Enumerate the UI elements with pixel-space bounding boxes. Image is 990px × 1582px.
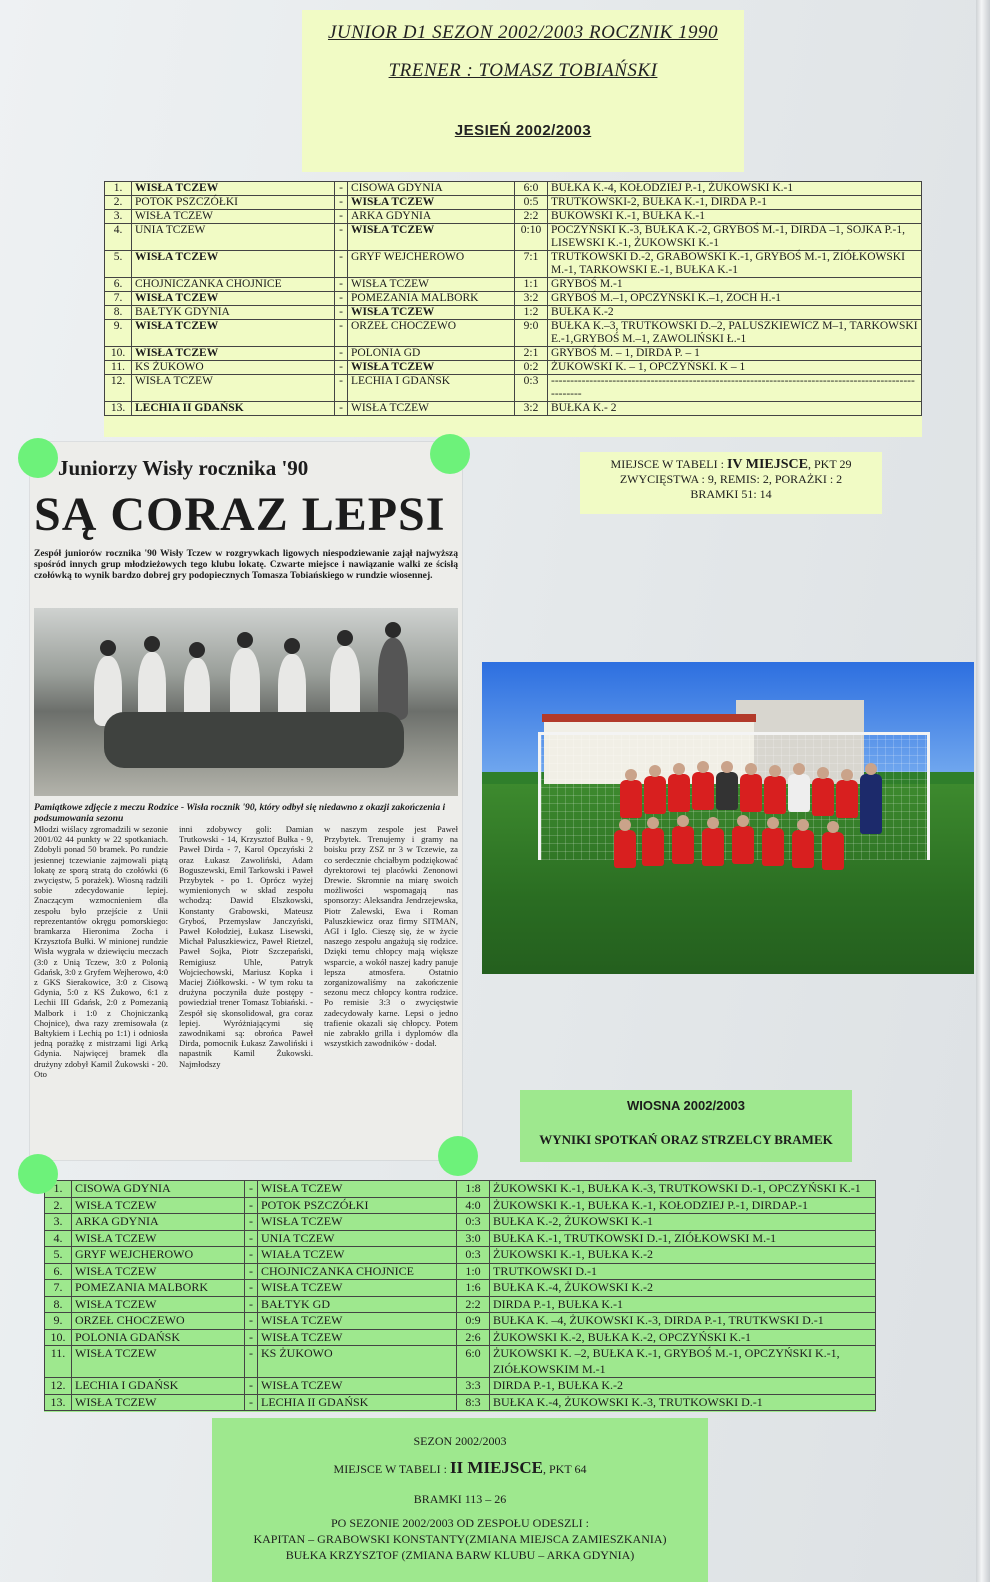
spring-away-team: WISŁA TCZEW bbox=[258, 1313, 457, 1330]
spring-home-team: WISŁA TCZEW bbox=[72, 1263, 245, 1280]
autumn-away-team: WISŁA TCZEW bbox=[348, 361, 515, 375]
spring-home-team: WISŁA TCZEW bbox=[72, 1296, 245, 1313]
autumn-match-number: 3. bbox=[105, 210, 132, 224]
spring-match-number: 11. bbox=[45, 1346, 72, 1378]
autumn-away-team: LECHIA I GDAŃSK bbox=[348, 375, 515, 402]
autumn-away-team: POMEZANIA MALBORK bbox=[348, 292, 515, 306]
spring-home-team: WISŁA TCZEW bbox=[72, 1197, 245, 1214]
autumn-scorers: BUŁKA K.-2 bbox=[548, 306, 922, 320]
spring-dash: - bbox=[245, 1247, 258, 1264]
autumn-row bbox=[105, 182, 922, 196]
spring-score: 0:3 bbox=[457, 1214, 490, 1231]
spring-match-number: 13. bbox=[45, 1394, 72, 1411]
spring-row bbox=[45, 1296, 876, 1313]
spring-row bbox=[45, 1181, 876, 1198]
spring-results-card bbox=[44, 1180, 876, 1412]
spring-score: 1:8 bbox=[457, 1181, 490, 1198]
autumn-score: 1:1 bbox=[515, 278, 548, 292]
season-place-label: MIEJSCE W TABELI : bbox=[333, 1462, 447, 1476]
autumn-score: 0:2 bbox=[515, 361, 548, 375]
autumn-scorers: ŻUKOWSKI K. – 1, OPCZYŃSKI. K – 1 bbox=[548, 361, 922, 375]
autumn-away-team: WISŁA TCZEW bbox=[348, 224, 515, 251]
autumn-match-number: 13. bbox=[105, 402, 132, 416]
spring-subtitle: WYNIKI SPOTKAŃ ORAZ STRZELCY BRAMEK bbox=[539, 1132, 833, 1147]
autumn-dash: - bbox=[335, 251, 348, 278]
spring-dash: - bbox=[245, 1378, 258, 1395]
autumn-dash: - bbox=[335, 210, 348, 224]
autumn-home-team: LECHIA II GDAŃSK bbox=[132, 402, 335, 416]
spring-match-number: 9. bbox=[45, 1313, 72, 1330]
spring-scorers: BUŁKA K.-1, TRUTKOWSKI D.-1, ZIÓŁKOWSKI M.-1 bbox=[490, 1230, 876, 1247]
article-lead: Zespół juniorów rocznika '90 Wisły Tczew w rozgrywkach ligowych niespodziewanie zajął najwyższą spośród innych grup młodzieżowych tego klubu lokatę. Czwarte miejsce i nawiązanie walki ze ścisłą czołówką to wynik bardzo dobrej gry podopiecznych Tomasza Tobiańskiego w rundzie wiosennej. bbox=[34, 548, 458, 581]
spring-scorers: DIRDA P.-1, BUŁKA K.-1 bbox=[490, 1296, 876, 1313]
spring-score: 2:6 bbox=[457, 1329, 490, 1346]
article-column-2: inni zdobywcy goli: Damian Trutkowski - 14, Krzysztof Bułka - 9, Paweł Dirda - 7, Karol Opczyński 2 oraz Łukasz Zawoliński, Adam Boguszewski, Emil Tarkowski i Paweł Przybytek - po 1. Oprócz wyżej wymienionych w skład zespołu wchodzą: Dawid Elszkowski, Konstanty Grabowski, Mateusz Gryboś, Przemysław Janczyński, Paweł Kołodziej, Łukasz Lisewski, Michał Paluszkiewicz, Paweł Rietzel, Paweł Sojka, Piotr Szczepański, Remigiusz Uhle, Patryk Wojciechowski, Mariusz Kopka i Maciej Ziółkowski. - W tym roku ta drużyna poczyniła duże postępy - powiedział trener Tomasz Tobiański. - Zespół się skonsolidował, gra coraz lepiej. Wyróżniającymi się zawodnikami są: obrońca Paweł Dirda, pomocnik Łukasz Zawoliński i napastnik Kamil Żukowski. Najmłodszy bbox=[179, 824, 313, 1069]
autumn-row bbox=[105, 210, 922, 224]
article-column-3: w naszym zespole jest Paweł Przybytek. Trenujemy i gramy na boisku przy ZSZ nr 3 w Tczewie, za co serdecznie chciałbym podziękować dyrektorowi tej placówki Zenonowi Drewie. Skromnie na miarę swoich możliwości wspomagają nas sponsorzy: Aleksandra Jendrzejewska, Piotr Zalewski, Ewa i Roman Paluszkiewicz oraz firmy SITMAN, AGI i Iglo. Cieszę się, że w życie naszego zespołu angażują się rodzice. Dzięki temu chłopcy mają większe wsparcie, a wokół naszej kadry panuje lepsza atmosfera. Ostatnio zorganizowaliśmy na zakończenie sezonu mecz chłopcy kontra rodzice. Po remisie 3:3 o zwycięstwie zadecydowały karne. Lepsi o jedno trafienie okazali się chłopcy. Potem nie zabrakło grilla i dyplomów dla wszystkich zawodników - dodał. bbox=[324, 824, 458, 1049]
autumn-score: 3:2 bbox=[515, 292, 548, 306]
photo-caption: Pamiątkowe zdjęcie z meczu Rodzice - Wisła rocznik '90, który odbył się niedawno z okazji zakończenia i podsumowania sezonu bbox=[34, 802, 446, 824]
autumn-scorers: POCZYŃSKI K.-3, BUŁKA K.-2, GRYBOŚ M.-1, DIRDA –1, SOJKA P.-1, LISEWSKI K.-1, ŻUKOWSKI K.-1 bbox=[548, 224, 922, 251]
spring-match-number: 8. bbox=[45, 1296, 72, 1313]
spring-score: 0:3 bbox=[457, 1247, 490, 1264]
autumn-dash: - bbox=[335, 278, 348, 292]
spring-scorers: ŻUKOWSKI K.-2, BUŁKA K.-2, OPCZYŃSKI K.-1 bbox=[490, 1329, 876, 1346]
spring-away-team: POTOK PSZCZÓŁKI bbox=[258, 1197, 457, 1214]
spring-scorers: ŻUKOWSKI K. –2, BUŁKA K.-1, GRYBOŚ M.-1, OPCZYŃSKI K.-1, ZIÓŁKOWSKIM M.-1 bbox=[490, 1346, 876, 1378]
autumn-dash: - bbox=[335, 402, 348, 416]
spring-home-team: POLONIA GDAŃSK bbox=[72, 1329, 245, 1346]
adhesive-dot bbox=[438, 1136, 478, 1176]
spring-away-team: UNIA TCZEW bbox=[258, 1230, 457, 1247]
spring-away-team: WISŁA TCZEW bbox=[258, 1181, 457, 1198]
spring-row bbox=[45, 1394, 876, 1411]
autumn-home-team: BAŁTYK GDYNIA bbox=[132, 306, 335, 320]
spring-dash: - bbox=[245, 1230, 258, 1247]
spring-scorers: ŻUKOWSKI K.-1, BUŁKA K.-3, TRUTKOWSKI D.-1, OPCZYŃSKI K.-1 bbox=[490, 1181, 876, 1198]
spring-row bbox=[45, 1329, 876, 1346]
autumn-away-team: WISŁA TCZEW bbox=[348, 278, 515, 292]
spring-dash: - bbox=[245, 1329, 258, 1346]
autumn-home-team: UNIA TCZEW bbox=[132, 224, 335, 251]
spring-home-team: ARKA GDYNIA bbox=[72, 1214, 245, 1231]
spring-row bbox=[45, 1346, 876, 1378]
autumn-dash: - bbox=[335, 196, 348, 210]
spring-scorers: ŻUKOWSKI K.-1, BUŁKA K.-1, KOŁODZIEJ P.-1, DIRDAP.-1 bbox=[490, 1197, 876, 1214]
autumn-scorers: GRYBOŚ M.–1, OPCZYŃSKI K.–1, ZOCH H.-1 bbox=[548, 292, 922, 306]
spring-match-number: 12. bbox=[45, 1378, 72, 1395]
spring-home-team: LECHIA I GDAŃSK bbox=[72, 1378, 245, 1395]
autumn-away-team: ARKA GDYNIA bbox=[348, 210, 515, 224]
autumn-dash: - bbox=[335, 182, 348, 196]
spring-label: WIOSNA 2002/2003 bbox=[626, 1098, 746, 1113]
season-summary-card bbox=[212, 1418, 708, 1582]
spring-away-team: WISŁA TCZEW bbox=[258, 1329, 457, 1346]
spring-match-number: 1. bbox=[45, 1181, 72, 1198]
autumn-home-team: WISŁA TCZEW bbox=[132, 347, 335, 361]
autumn-place: IV MIEJSCE bbox=[726, 457, 808, 472]
spring-dash: - bbox=[245, 1197, 258, 1214]
season-place-line bbox=[212, 1458, 708, 1478]
spring-away-team: WIAŁA TCZEW bbox=[258, 1247, 457, 1264]
autumn-home-team: WISŁA TCZEW bbox=[132, 210, 335, 224]
spring-scorers: ŻUKOWSKI K.-1, BUŁKA K.-2 bbox=[490, 1247, 876, 1264]
autumn-score: 2:2 bbox=[515, 210, 548, 224]
autumn-match-number: 2. bbox=[105, 196, 132, 210]
spring-score: 1:6 bbox=[457, 1280, 490, 1297]
spring-home-team: WISŁA TCZEW bbox=[72, 1394, 245, 1411]
autumn-row bbox=[105, 278, 922, 292]
autumn-score: 0:5 bbox=[515, 196, 548, 210]
autumn-match-number: 4. bbox=[105, 224, 132, 251]
spring-row bbox=[45, 1378, 876, 1395]
spring-home-team: ORZEŁ CHOCZEWO bbox=[72, 1313, 245, 1330]
autumn-record: ZWYCIĘSTWA : 9, REMIS: 2, PORAŻKI : 2 bbox=[619, 472, 843, 486]
spring-row bbox=[45, 1313, 876, 1330]
spring-score: 6:0 bbox=[457, 1346, 490, 1378]
spring-away-team: CHOJNICZANKA CHOJNICE bbox=[258, 1263, 457, 1280]
autumn-row bbox=[105, 306, 922, 320]
spring-results-table bbox=[44, 1180, 876, 1411]
article-kicker: Juniorzy Wisły rocznika '90 bbox=[58, 456, 309, 480]
autumn-away-team: GRYF WEJCHEROWO bbox=[348, 251, 515, 278]
autumn-away-team: WISŁA TCZEW bbox=[348, 306, 515, 320]
season-left-2: BUŁKA KRZYSZTOF (ZMIANA BARW KLUBU – ARKA GDYNIA) bbox=[285, 1548, 635, 1562]
autumn-row bbox=[105, 196, 922, 210]
autumn-score: 7:1 bbox=[515, 251, 548, 278]
spring-score: 1:0 bbox=[457, 1263, 490, 1280]
autumn-match-number: 11. bbox=[105, 361, 132, 375]
autumn-scorers: TRUTKOWSKI-2, BUŁKA K.-1, DIRDA P.-1 bbox=[548, 196, 922, 210]
autumn-score: 2:1 bbox=[515, 347, 548, 361]
autumn-away-team: CISOWA GDYNIA bbox=[348, 182, 515, 196]
season-left-1: KAPITAN – GRABOWSKI KONSTANTY(ZMIANA MIEJSCA ZAMIESZKANIA) bbox=[253, 1532, 667, 1546]
spring-scorers: BUŁKA K.-4, ŻUKOWSKI K.-2 bbox=[490, 1280, 876, 1297]
autumn-row bbox=[105, 320, 922, 347]
spring-match-number: 3. bbox=[45, 1214, 72, 1231]
autumn-score: 9:0 bbox=[515, 320, 548, 347]
spring-score: 3:3 bbox=[457, 1378, 490, 1395]
autumn-scorers: GRYBOŚ M.-1 bbox=[548, 278, 922, 292]
spring-scorers: BUŁKA K.-4, ŻUKOWSKI K.-3, TRUTKOWSKI D.-1 bbox=[490, 1394, 876, 1411]
autumn-dash: - bbox=[335, 306, 348, 320]
article-headline: SĄ CORAZ LEPSI bbox=[34, 488, 446, 541]
autumn-score: 3:2 bbox=[515, 402, 548, 416]
spring-away-team: LECHIA II GDAŃSK bbox=[258, 1394, 457, 1411]
autumn-home-team: POTOK PSZCZÓŁKI bbox=[132, 196, 335, 210]
autumn-away-team: ORZEŁ CHOCZEWO bbox=[348, 320, 515, 347]
spring-score: 4:0 bbox=[457, 1197, 490, 1214]
autumn-match-number: 12. bbox=[105, 375, 132, 402]
spring-row bbox=[45, 1230, 876, 1247]
autumn-points: , PKT 29 bbox=[807, 457, 852, 471]
spring-score: 3:0 bbox=[457, 1230, 490, 1247]
autumn-away-team: WISŁA TCZEW bbox=[348, 402, 515, 416]
spring-home-team: WISŁA TCZEW bbox=[72, 1346, 245, 1378]
autumn-scorers: BUKOWSKI K.-1, BUŁKA K.-1 bbox=[548, 210, 922, 224]
spring-dash: - bbox=[245, 1346, 258, 1378]
autumn-results-table bbox=[104, 181, 922, 416]
spring-row bbox=[45, 1280, 876, 1297]
article-body bbox=[34, 824, 458, 1154]
spring-row bbox=[45, 1197, 876, 1214]
spring-match-number: 2. bbox=[45, 1197, 72, 1214]
autumn-dash: - bbox=[335, 347, 348, 361]
spring-row bbox=[45, 1247, 876, 1264]
spring-away-team: BAŁTYK GD bbox=[258, 1296, 457, 1313]
autumn-dash: - bbox=[335, 292, 348, 306]
autumn-home-team: WISŁA TCZEW bbox=[132, 182, 335, 196]
autumn-dash: - bbox=[335, 375, 348, 402]
spring-home-team: CISOWA GDYNIA bbox=[72, 1181, 245, 1198]
autumn-scorers: TRUTKOWSKI D.-2, GRABOWSKI K.-1, GRYBOŚ M.-1, ZIÓŁKOWSKI M.-1, TARKOWSKI E.-1, BUŁKA K.-1 bbox=[548, 251, 922, 278]
spring-match-number: 10. bbox=[45, 1329, 72, 1346]
autumn-standings bbox=[580, 452, 882, 514]
adhesive-dot bbox=[430, 434, 470, 474]
spring-score: 8:3 bbox=[457, 1394, 490, 1411]
season-left-label: PO SEZONIE 2002/2003 OD ZESPOŁU ODESZLI : bbox=[331, 1516, 589, 1530]
season-goals: BRAMKI 113 – 26 bbox=[413, 1492, 507, 1506]
autumn-match-number: 1. bbox=[105, 182, 132, 196]
autumn-away-team: POLONIA GD bbox=[348, 347, 515, 361]
autumn-away-team: WISŁA TCZEW bbox=[348, 196, 515, 210]
autumn-score: 6:0 bbox=[515, 182, 548, 196]
autumn-row bbox=[105, 347, 922, 361]
spring-row bbox=[45, 1214, 876, 1231]
autumn-scorers: BUŁKA K.-4, KOŁODZIEJ P.-1, ŻUKOWSKI K.-1 bbox=[548, 182, 922, 196]
spring-dash: - bbox=[245, 1313, 258, 1330]
autumn-row bbox=[105, 361, 922, 375]
spring-scorers: DIRDA P.-1, BUŁKA K.-2 bbox=[490, 1378, 876, 1395]
spring-dash: - bbox=[245, 1263, 258, 1280]
spring-dash: - bbox=[245, 1394, 258, 1411]
autumn-label: JESIEŃ 2002/2003 bbox=[454, 122, 592, 139]
autumn-scorers: GRYBOŚ M. – 1, DIRDA P. – 1 bbox=[548, 347, 922, 361]
adhesive-dot bbox=[18, 438, 58, 478]
autumn-match-number: 6. bbox=[105, 278, 132, 292]
spring-dash: - bbox=[245, 1296, 258, 1313]
autumn-score: 0:3 bbox=[515, 375, 548, 402]
spring-match-number: 7. bbox=[45, 1280, 72, 1297]
article-column-1: Młodzi wiślacy zgromadzili w sezonie 2001/02 44 punkty w 22 spotkaniach. Zdobyli ponad 50 bramek. Po rundzie jesiennej tczewianie zajmowali piątą lokatę ze sporą stratą do czołówki (6 zwycięstw, 5 porażek). Wiosną radzili sobie zdecydowanie lepiej. Znaczącym wzmocnieniem dla zespołu było przejście z Unii reprezentantów okręgu pomorskiego: bramkarza Hieronima Zocha i Krzysztofa Bułki. W minionej rundzie Wisła wygrała w dziewięciu meczach (3:0 z Unią Tczew, 3:0 z Polonią Gdańsk, 3:0 z Gryfem Wejherowo, 4:0 z GKS Sierakowice, 3:0 z Cisową Gdynia, 5:0 z KS Żukowo, 6:1 z Lechii III Gdańsk, 2:0 z Pomezanią Malbork i 1:0 z Chojniczanką Chojnice), dwa razy zremisowała (z Bałtykiem i Lechią po 1:1) i odniosła jedną porażkę z mistrzami ligi Arką Gdynia. Najwięcej bramek dla drużyny zdobył Kamil Żukowski - 20. Oto bbox=[34, 824, 168, 1079]
autumn-row bbox=[105, 375, 922, 402]
spring-dash: - bbox=[245, 1280, 258, 1297]
spring-away-team: KS ŻUKOWO bbox=[258, 1346, 457, 1378]
spring-score: 0:9 bbox=[457, 1313, 490, 1330]
autumn-results-card bbox=[104, 181, 922, 437]
autumn-match-number: 7. bbox=[105, 292, 132, 306]
autumn-home-team: WISŁA TCZEW bbox=[132, 251, 335, 278]
spring-match-number: 5. bbox=[45, 1247, 72, 1264]
autumn-dash: - bbox=[335, 361, 348, 375]
autumn-home-team: WISŁA TCZEW bbox=[132, 320, 335, 347]
spring-dash: - bbox=[245, 1214, 258, 1231]
autumn-home-team: CHOJNICZANKA CHOJNICE bbox=[132, 278, 335, 292]
spring-scorers: BUŁKA K.-2, ŻUKOWSKI K.-1 bbox=[490, 1214, 876, 1231]
spring-away-team: WISŁA TCZEW bbox=[258, 1214, 457, 1231]
autumn-score: 0:10 bbox=[515, 224, 548, 251]
autumn-scorers: ------------------------------------------------------------------------------------------------------- bbox=[548, 375, 922, 402]
spring-header-card bbox=[520, 1090, 852, 1162]
autumn-place-label: MIEJSCE W TABELI : bbox=[610, 457, 724, 471]
spring-away-team: WISŁA TCZEW bbox=[258, 1378, 457, 1395]
spring-match-number: 4. bbox=[45, 1230, 72, 1247]
season-points: , PKT 64 bbox=[543, 1462, 587, 1476]
team-photo-bw bbox=[34, 608, 458, 796]
adhesive-dot bbox=[18, 1154, 58, 1194]
autumn-match-number: 9. bbox=[105, 320, 132, 347]
autumn-home-team: WISŁA TCZEW bbox=[132, 292, 335, 306]
autumn-goals: BRAMKI 51: 14 bbox=[690, 487, 772, 501]
spring-home-team: POMEZANIA MALBORK bbox=[72, 1280, 245, 1297]
spring-home-team: GRYF WEJCHEROWO bbox=[72, 1247, 245, 1264]
spring-home-team: WISŁA TCZEW bbox=[72, 1230, 245, 1247]
autumn-row bbox=[105, 402, 922, 416]
autumn-row bbox=[105, 292, 922, 306]
spring-scorers: TRUTKOWSKI D.-1 bbox=[490, 1263, 876, 1280]
spring-scorers: BUŁKA K. –4, ŻUKOWSKI K.-3, DIRDA P.-1, TRUTKWSKI D.-1 bbox=[490, 1313, 876, 1330]
autumn-dash: - bbox=[335, 224, 348, 251]
autumn-home-team: WISŁA TCZEW bbox=[132, 375, 335, 402]
autumn-score: 1:2 bbox=[515, 306, 548, 320]
spring-row bbox=[45, 1263, 876, 1280]
autumn-match-number: 10. bbox=[105, 347, 132, 361]
spring-away-team: WISŁA TCZEW bbox=[258, 1280, 457, 1297]
page-title: JUNIOR D1 SEZON 2002/2003 ROCZNIK 1990 bbox=[327, 22, 719, 43]
spring-match-number: 6. bbox=[45, 1263, 72, 1280]
season-label: SEZON 2002/2003 bbox=[413, 1434, 507, 1448]
autumn-match-number: 8. bbox=[105, 306, 132, 320]
spring-dash: - bbox=[245, 1181, 258, 1198]
team-photo-color bbox=[482, 662, 974, 974]
autumn-dash: - bbox=[335, 320, 348, 347]
coach-line: TRENER : TOMASZ TOBIAŃSKI bbox=[388, 60, 658, 81]
spring-score: 2:2 bbox=[457, 1296, 490, 1313]
autumn-row bbox=[105, 251, 922, 278]
newspaper-clipping bbox=[30, 442, 462, 1160]
autumn-scorers: BUŁKA K.- 2 bbox=[548, 402, 922, 416]
autumn-match-number: 5. bbox=[105, 251, 132, 278]
header-card bbox=[302, 10, 744, 172]
autumn-home-team: KS ŻUKOWO bbox=[132, 361, 335, 375]
autumn-scorers: BUŁKA K.–3, TRUTKOWSKI D.–2, PALUSZKIEWICZ M–1, TARKOWSKI E.-1,GRYBOŚ M.–1, ZAWOLIŃSKI Ł.-1 bbox=[548, 320, 922, 347]
season-place: II MIEJSCE bbox=[449, 1458, 543, 1477]
autumn-row bbox=[105, 224, 922, 251]
